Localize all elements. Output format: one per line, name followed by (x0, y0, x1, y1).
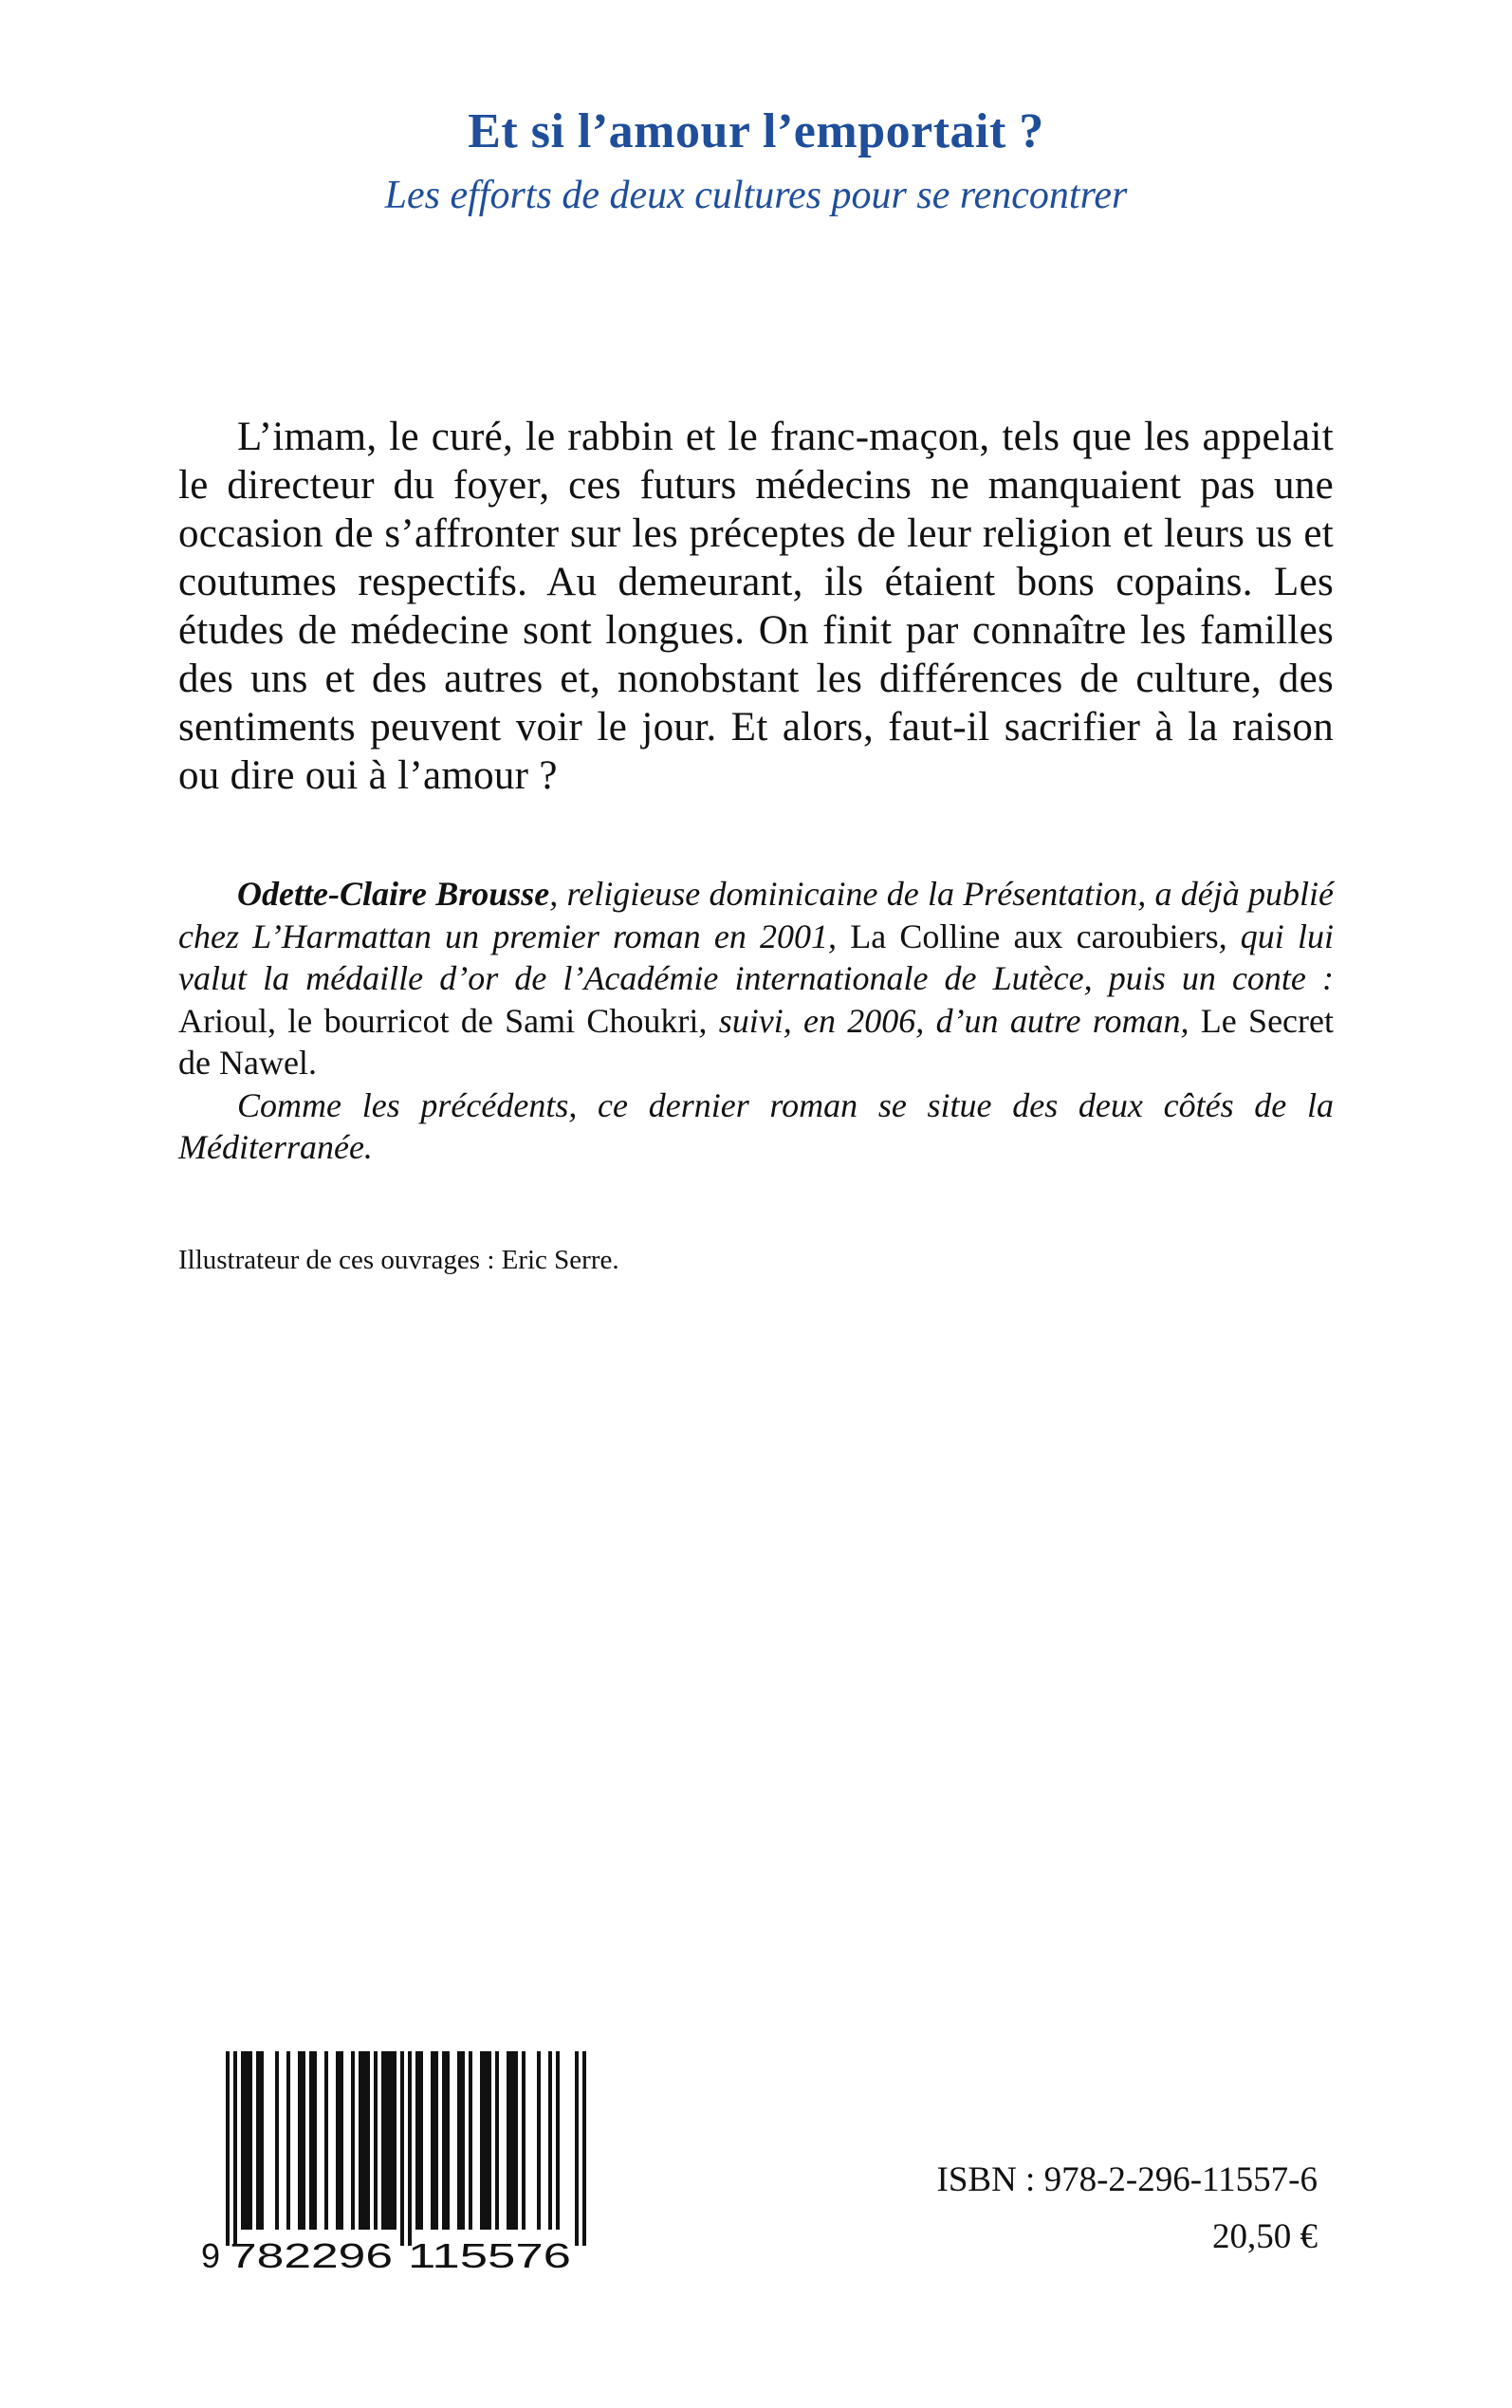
bio-text: . (307, 1044, 317, 1082)
barcode-bar (385, 2051, 389, 2230)
barcode-bar (226, 2051, 230, 2246)
barcode-bar (434, 2051, 438, 2230)
isbn: ISBN : 978-2-296-11557-6 (936, 2160, 1318, 2199)
barcode-bar (446, 2051, 450, 2230)
author-bio-paragraph (178, 873, 1334, 1084)
barcode-bar (393, 2051, 396, 2230)
barcode-bar (510, 2051, 514, 2230)
barcode-bar (249, 2051, 252, 2230)
book-title-3: Le Secret de Nawel (178, 1001, 1334, 1082)
barcode-bar (359, 2051, 362, 2230)
barcode-bar (442, 2051, 446, 2230)
author-name: Odette-Claire Brousse (237, 875, 550, 913)
barcode-right-digits: 115576 (408, 2236, 571, 2269)
barcode-bar (457, 2051, 461, 2230)
barcode-bar (537, 2051, 541, 2230)
barcode-bar (419, 2051, 423, 2230)
author-bio (178, 873, 1334, 1169)
barcode-bars (226, 2051, 586, 2246)
book-title-1: La Colline aux caroubiers (850, 917, 1219, 955)
barcode-bar (260, 2051, 264, 2230)
barcode-bar (275, 2051, 279, 2230)
barcode-bar (507, 2051, 510, 2230)
barcode-bar (400, 2051, 404, 2246)
barcode-bar (241, 2051, 245, 2230)
barcode-bar (336, 2051, 340, 2230)
barcode-bar (575, 2051, 579, 2246)
barcode-first-digit: 9 (201, 2236, 221, 2269)
book-subtitle: Les efforts de deux cultures pour se rencontrer (384, 174, 1128, 217)
barcode-bar (302, 2051, 305, 2230)
barcode-bar (313, 2051, 317, 2230)
barcode-bar (431, 2051, 434, 2230)
bio-closing-paragraph: Comme les précédents, ce dernier roman se situe des deux côtés de la Méditerranée. (178, 1085, 1334, 1166)
barcode-bar (514, 2051, 518, 2230)
barcode-bar (415, 2051, 419, 2230)
back-cover-blurb: L’imam, le curé, le rabbin et le franc-maçon, tels que les appelait le directeur du foyer, ces futurs médecins ne manquaient pas une occasion de s’affronter sur les préceptes de leur religion et leurs us et coutumes respectifs. Au demeurant, ils étaient bons copains. Les études de médecine sont longues. On finit par connaître les familles des uns et des autres et, nonobstant les différences de culture, des sentiments peuvent voir le jour. Et alors, faut-il sacrifier à la raison ou dire oui à l’amour ? (178, 415, 1334, 798)
barcode-bar (469, 2051, 472, 2230)
barcode-bar (408, 2051, 412, 2246)
barcode-bar (245, 2051, 249, 2230)
bio-text: , suivi, en 2006, d’un autre roman, (698, 1001, 1201, 1040)
barcode-bar (374, 2051, 378, 2230)
barcode-bar (309, 2051, 313, 2230)
barcode-left-digits: 782296 (230, 2236, 393, 2269)
barcode-bar (256, 2051, 260, 2230)
illustrator-credit: Illustrateur de ces ouvrages : Eric Serre. (178, 1245, 619, 1275)
book-title-2: Arioul, le bourricot de Sami Choukri (178, 1001, 699, 1040)
barcode-bar (480, 2051, 484, 2230)
barcode-bar (488, 2051, 491, 2230)
barcode-bar (582, 2051, 586, 2246)
barcode-bar (233, 2051, 237, 2246)
barcode-bar (324, 2051, 328, 2230)
barcode-bar (389, 2051, 393, 2230)
barcode-bar (495, 2051, 499, 2230)
barcode-bar (484, 2051, 488, 2230)
barcode-bar (298, 2051, 302, 2230)
barcode-bar (522, 2051, 526, 2230)
bio-text: , qui lui valut la médaille d’or de l’Académie internationale de Lutèce, puis un conte : (178, 917, 1334, 997)
barcode-bar (556, 2051, 560, 2230)
book-title: Et si l’amour l’emportait ? (468, 104, 1044, 158)
barcode-bar (366, 2051, 370, 2230)
barcode-bar (548, 2051, 552, 2230)
price: 20,50 € (1212, 2217, 1318, 2256)
barcode-bar (461, 2051, 465, 2230)
barcode-bar (340, 2051, 343, 2230)
barcode (201, 2051, 598, 2269)
bio-text: , religieuse dominicaine de la Présentation, a déjà publié chez L’Harmattan un premier roman en 2001, (178, 875, 1334, 955)
barcode-bar (362, 2051, 366, 2230)
barcode-bar (381, 2051, 385, 2230)
barcode-bar (351, 2051, 355, 2230)
barcode-bar (286, 2051, 290, 2230)
